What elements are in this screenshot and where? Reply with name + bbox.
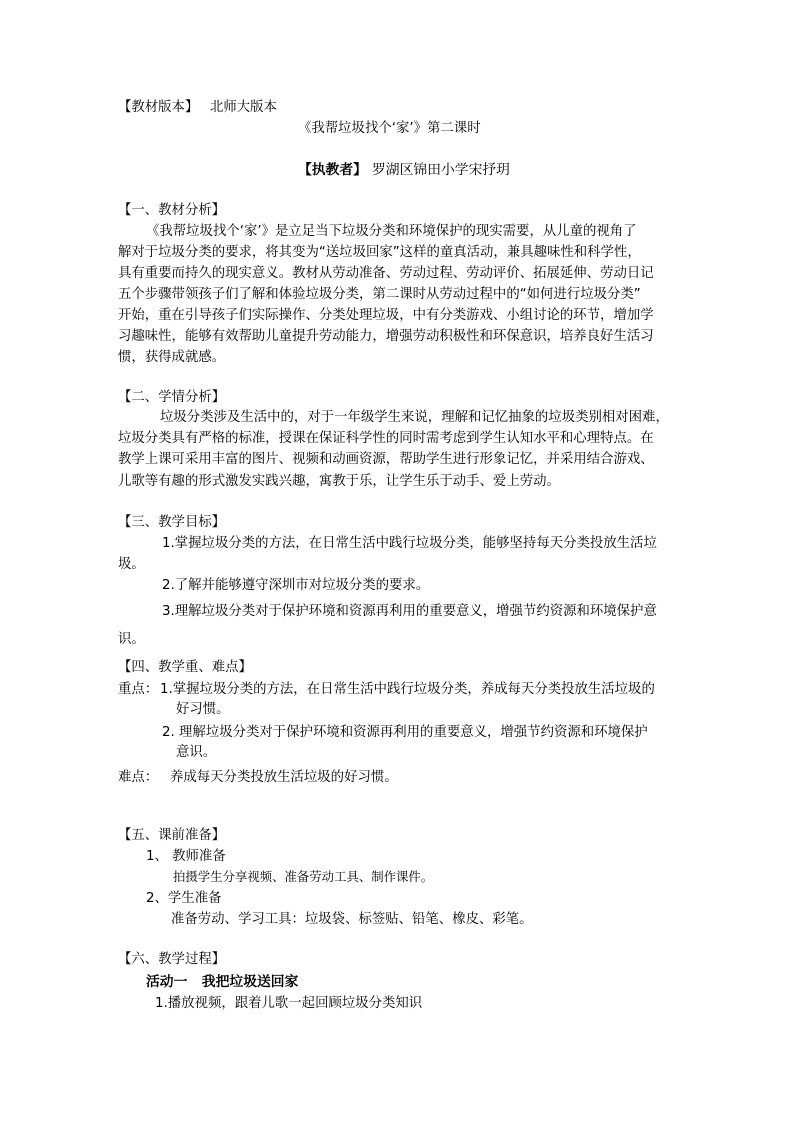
section-heading-teaching-process: 【六、教学过程】 <box>118 952 226 967</box>
teacher-prep-value: 拍摄学生分享视频、准备劳动工具、制作课件。 <box>173 869 434 884</box>
student-prep-value: 准备劳动、学习工具：垃圾袋、标签贴、铅笔、橡皮、彩笔。 <box>171 912 533 927</box>
paragraph-line: 具有重要而持久的现实意义。教材从劳动准备、劳动过程、劳动评价、拓展延伸、劳动日记 <box>118 266 654 281</box>
paragraph-line: 惯，获得成就感。 <box>118 350 226 365</box>
goal-2: 2.了解并能够遵守深圳市对垃圾分类的要求。 <box>162 578 430 593</box>
goal-1: 1.掌握垃圾分类的方法，在日常生活中践行垃圾分类，能够坚持每天分类投放生活垃 <box>162 536 657 551</box>
goal-1-continued: 圾。 <box>118 557 145 572</box>
edition-value: 北师大版本 <box>210 100 277 115</box>
student-prep-label: 2、学生准备 <box>146 891 222 906</box>
teacher-label: 【执教者】 <box>298 162 367 178</box>
paragraph-line: 垃圾分类涉及生活中的，对于一年级学生来说，理解和记忆抽象的垃圾类别相对困难， <box>160 410 669 425</box>
activity-1-step-1: 1.播放视频，跟着儿歌一起回顾垃圾分类知识 <box>155 996 423 1011</box>
paragraph-line: 教学上课可采用丰富的图片、视频和动画资源，帮助学生进行形象记忆，并采用结合游戏、 <box>118 452 654 467</box>
paragraph-line: 开始，重在引导孩子们实际操作、分类处理垃圾，中有分类游戏、小组讨论的环节，增加学 <box>118 308 654 323</box>
goal-3-continued: 识。 <box>118 632 145 647</box>
paragraph-line: 习趣味性，能够有效帮助儿童提升劳动能力，增强劳动积极性和环保意识，培养良好生活习 <box>118 329 654 344</box>
section-heading-teaching-goals: 【三、教学目标】 <box>118 515 226 530</box>
paragraph-line: 儿歌等有趣的形式激发实践兴趣，寓教于乐，让学生乐于动手、爱上劳动。 <box>118 474 560 489</box>
section-heading-learner-analysis: 【二、学情分析】 <box>118 390 226 405</box>
goal-3: 3.理解垃圾分类对于保护环境和资源再利用的重要意义，增强节约资源和环境保护意 <box>162 604 657 619</box>
paragraph-line: 解对于垃圾分类的要求，将其变为“送垃圾回家”这样的童真活动，兼具趣味性和科学性， <box>118 245 641 260</box>
paragraph-line: 五个步骤带领孩子们了解和体验垃圾分类，第二课时从劳动过程中的“如何进行垃圾分类” <box>118 287 641 302</box>
teacher-value: 罗湖区锦田小学宋抒玥 <box>372 162 510 178</box>
key-point-2-continued: 意识。 <box>176 745 217 760</box>
activity-1-title: 活动一 我把垃圾送回家 <box>146 974 299 990</box>
paragraph-line: 垃圾分类具有严格的标准，授课在保证科学性的同时需考虑到学生认知水平和心理特点。在 <box>118 431 654 446</box>
key-point-1-continued: 好习惯。 <box>176 702 230 717</box>
section-heading-preparation: 【五、课前准备】 <box>118 828 226 843</box>
teacher-prep-label: 1、 教师准备 <box>146 849 226 864</box>
key-point-label: 重点： <box>118 682 159 697</box>
lesson-title: 《我帮垃圾找个‘家’》第二课时 <box>298 121 481 136</box>
section-heading-textbook-analysis: 【一、教材分析】 <box>118 203 226 218</box>
difficulty-label: 难点： <box>118 770 159 785</box>
key-point-2: 2. 理解垃圾分类对于保护环境和资源再利用的重要意义，增强节约资源和环境保护 <box>162 725 648 740</box>
difficulty-value: 养成每天分类投放生活垃圾的好习惯。 <box>170 770 398 785</box>
edition-label: 【教材版本】 <box>118 100 199 115</box>
key-point-1: 1.掌握垃圾分类的方法，在日常生活中践行垃圾分类，养成每天分类投放生活垃圾的 <box>160 682 655 697</box>
paragraph-line: 《我帮垃圾找个‘家’》是立足当下垃圾分类和环境保护的现实需要，从儿童的视角了 <box>146 224 637 239</box>
section-heading-key-points: 【四、教学重、难点】 <box>118 660 252 675</box>
